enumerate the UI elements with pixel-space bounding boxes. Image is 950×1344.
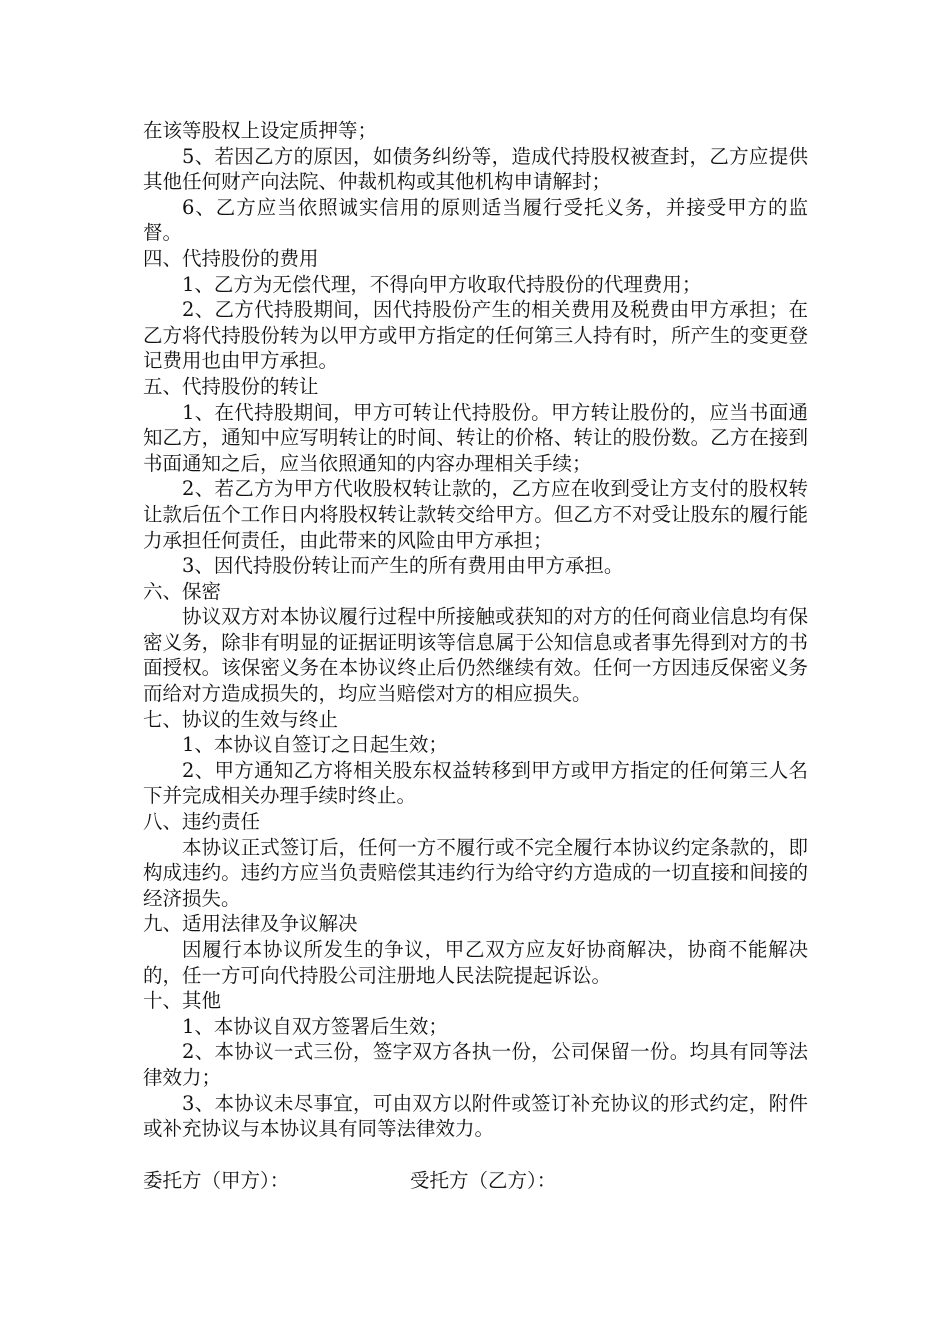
paragraph: 在该等股权上设定质押等； (143, 119, 378, 142)
section-heading: 九、适用法律及争议解决 (143, 912, 358, 936)
signature-party-a: 委托方（甲方）： (143, 1169, 290, 1192)
clause-item: 5、若因乙方的原因，如债务纠纷等，造成代持股权被查封，乙方应提供其他任何财产向法院、仲裁机构或其他机构申请解封； (143, 144, 808, 194)
clause-item: 2、本协议一式三份，签字双方各执一份，公司保留一份。均具有同等法律效力； (143, 1040, 808, 1089)
clause-item: 1、本协议自双方签署后生效； (182, 1014, 448, 1038)
section-heading: 八、违约责任 (143, 810, 261, 834)
clause-item: 6、乙方应当依照诚实信用的原则适当履行受托义务，并接受甲方的监督。 (143, 195, 808, 245)
clause-item: 2、甲方通知乙方将相关股东权益转移到甲方或甲方指定的任何第三人名下并完成相关办理手续时终止。 (143, 758, 808, 808)
clause-item: 因履行本协议所发生的争议，甲乙双方应友好协商解决，协商不能解决的，任一方可向代持股公司注册地人民法院提起诉讼。 (143, 938, 808, 987)
signature-party-b: 受托方（乙方）： (410, 1169, 557, 1192)
section-heading: 四、代持股份的费用 (143, 246, 319, 270)
clause-item: 1、在代持股期间，甲方可转让代持股份。甲方转让股份的，应当书面通知乙方，通知中应写明转让的时间、转让的价格、转让的股份数。乙方在接到书面通知之后，应当依照通知的内容办理相关手续； (143, 400, 808, 475)
clause-item: 1、本协议自签订之日起生效； (182, 733, 448, 757)
section-heading: 十、其他 (143, 989, 222, 1013)
agreement-body (143, 118, 808, 1142)
section-heading: 五、代持股份的转让 (143, 374, 319, 398)
clause-item: 协议双方对本协议履行过程中所接触或获知的对方的任何商业信息均有保密义务，除非有明显的证据证明该等信息属于公知信息或者事先得到对方的书面授权。该保密义务在本协议终止后仍然继续有效。任何一方因违反保密义务而给对方造成损失的，均应当赔偿对方的相应损失。 (143, 605, 808, 706)
clause-item: 1、乙方为无偿代理，不得向甲方收取代持股份的代理费用； (182, 272, 702, 296)
section-heading: 六、保密 (143, 579, 222, 603)
clause-item: 2、乙方代持股期间，因代持股份产生的相关费用及税费由甲方承担；在乙方将代持股份转为以甲方或甲方指定的任何第三人持有时，所产生的变更登记费用也由甲方承担。 (143, 298, 808, 373)
clause-item: 本协议正式签订后，任何一方不履行或不完全履行本协议约定条款的，即构成违约。违约方应当负责赔偿其违约行为给守约方造成的一切直接和间接的经济损失。 (143, 835, 808, 910)
clause-item: 2、若乙方为甲方代收股权转让款的，乙方应在收到受让方支付的股权转让款后伍个工作日内将股权转让款转交给甲方。但乙方不对受让股东的履行能力承担任何责任，由此带来的风险由甲方承担； (143, 477, 808, 552)
clause-item: 3、本协议未尽事宜，可由双方以附件或签订补充协议的形式约定，附件或补充协议与本协议具有同等法律效力。 (143, 1091, 808, 1141)
clause-item: 3、因代持股份转让而产生的所有费用由甲方承担。 (182, 554, 624, 578)
section-heading: 七、协议的生效与终止 (143, 707, 339, 731)
